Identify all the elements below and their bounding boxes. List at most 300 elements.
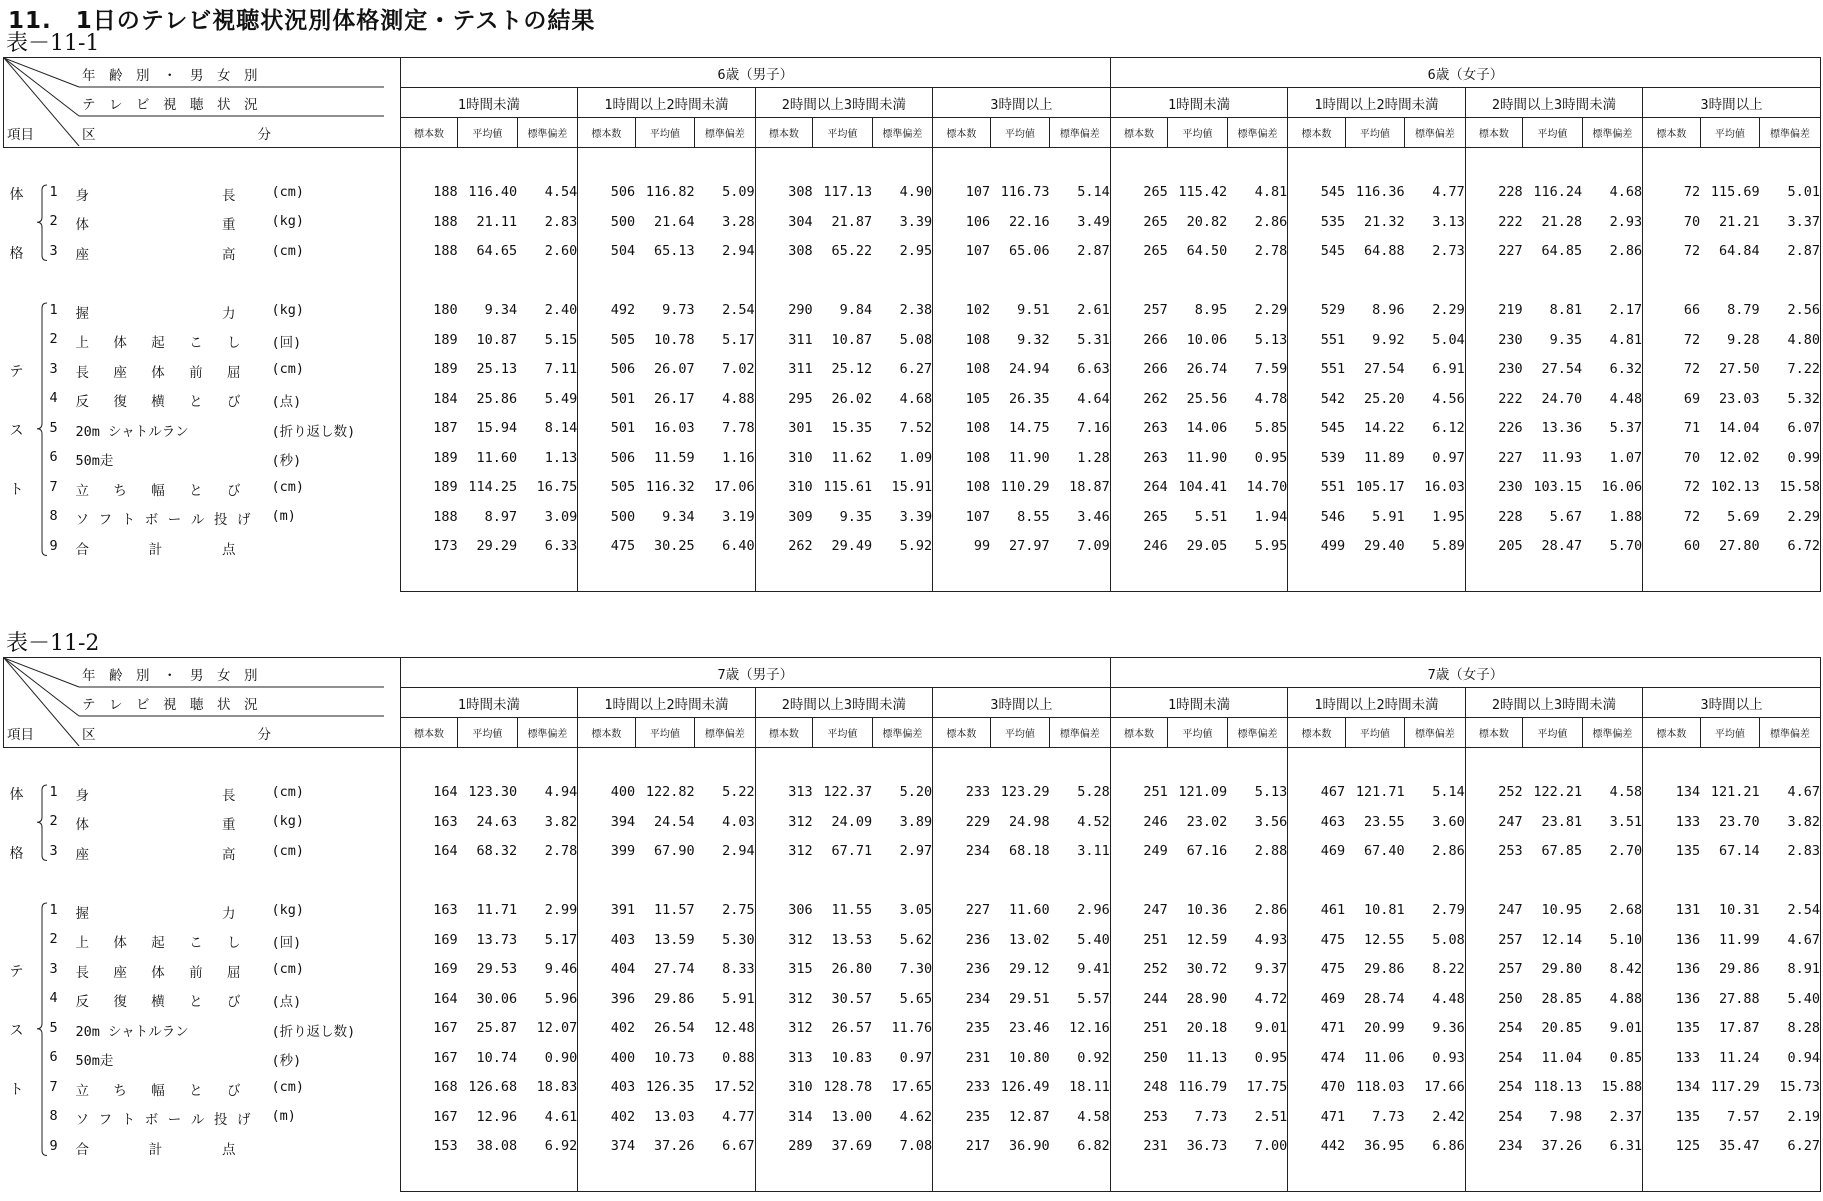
value-cell: 8.91 — [1760, 955, 1821, 985]
value-cell: 3.51 — [1609, 813, 1643, 830]
value-cell: 12.14 — [1541, 931, 1583, 948]
value-cell: 312 — [755, 807, 812, 837]
value-cell: 36.95 — [1364, 1138, 1405, 1155]
value-cell: 14.75 — [1008, 420, 1050, 437]
table-label: 表－11-2 — [6, 631, 100, 656]
subcol-header: 標準偏差 — [1760, 118, 1821, 148]
tv-group-header: 2時間以上3時間未満 — [1465, 688, 1642, 718]
value-cell: 0.88 — [722, 1049, 755, 1066]
value-cell: 70 — [1643, 443, 1700, 473]
value-cell: 11.60 — [476, 449, 518, 466]
value-cell: 2.86 — [1609, 243, 1643, 260]
item-unit: (cm) — [271, 478, 305, 495]
item-cell — [4, 414, 401, 444]
section-label: ト — [9, 481, 24, 498]
value-cell: 72 — [1643, 502, 1700, 532]
value-cell: 5.14 — [1432, 784, 1465, 801]
value-cell: 5.62 — [899, 931, 933, 948]
value-cell: 250 — [1110, 1043, 1167, 1073]
value-cell: 461 — [1288, 896, 1345, 926]
value-cell: 122.82 — [645, 784, 695, 801]
tv-group-header: 1時間以上2時間未満 — [578, 88, 755, 118]
value-cell: 2.75 — [722, 902, 755, 919]
value-cell: 15.35 — [831, 420, 873, 437]
value-cell: 228 — [1465, 502, 1522, 532]
value-cell: 189 — [400, 443, 457, 473]
value-cell: 2.40 — [544, 302, 578, 319]
kubun-label: 区 分 — [82, 727, 271, 743]
value-cell: 529 — [1288, 296, 1345, 326]
value-cell: 121.71 — [1355, 784, 1405, 801]
item-number: 4 — [49, 990, 58, 1006]
value-cell: 504 — [578, 237, 635, 267]
value-cell: 263 — [1110, 443, 1167, 473]
value-cell: 15.94 — [476, 420, 518, 437]
item-name: ソ フ ト ボ ー ル 投 げ — [75, 512, 251, 528]
subcol-header: 標本数 — [400, 718, 457, 748]
value-cell: 72 — [1643, 325, 1700, 355]
item-unit: (kg) — [271, 213, 305, 229]
value-cell: 121.21 — [1710, 784, 1760, 801]
value-cell: 22.16 — [1008, 213, 1050, 230]
value-cell: 235 — [933, 1014, 990, 1044]
item-number: 8 — [49, 1108, 58, 1124]
value-cell: 391 — [578, 896, 635, 926]
item-number: 2 — [49, 931, 58, 947]
value-cell: 2.17 — [1609, 302, 1643, 319]
value-cell: 227 — [933, 896, 990, 926]
value-cell: 251 — [1110, 778, 1167, 808]
value-cell: 10.95 — [1541, 902, 1583, 919]
item-unit: (折り返し数) — [271, 1023, 356, 1040]
item-cell — [4, 207, 401, 237]
value-cell: 236 — [933, 955, 990, 985]
tv-group-header: 3時間以上 — [933, 88, 1111, 118]
value-cell: 0.95 — [1254, 449, 1288, 466]
value-cell: 311 — [755, 355, 812, 385]
value-cell: 11.76 — [891, 1020, 933, 1037]
value-cell: 5.17 — [544, 931, 578, 948]
value-cell: 23.02 — [1186, 813, 1228, 830]
value-cell: 28.74 — [1364, 990, 1405, 1007]
value-cell: 5.91 — [1372, 508, 1405, 525]
value-cell: 301 — [755, 414, 812, 444]
kubun-label: 区 分 — [82, 127, 271, 143]
value-cell: 7.02 — [722, 361, 755, 378]
item-unit: (cm) — [271, 1078, 305, 1095]
value-cell: 254 — [1465, 1043, 1522, 1073]
value-cell: 67.71 — [831, 843, 873, 860]
value-cell: 131 — [1643, 896, 1700, 926]
value-cell: 249 — [1110, 837, 1167, 867]
value-cell: 108 — [933, 355, 990, 385]
section-label: 体 — [9, 186, 24, 203]
value-cell: 229 — [933, 807, 990, 837]
value-cell: 5.10 — [1609, 931, 1643, 948]
item-number: 2 — [49, 213, 58, 229]
value-cell: 9.35 — [1549, 331, 1583, 348]
item-cell — [4, 984, 401, 1014]
value-cell: 10.31 — [1718, 902, 1760, 919]
value-cell: 257 — [1465, 955, 1522, 985]
male-group-header: 7歳（男子） — [400, 658, 1110, 688]
value-cell: 2.29 — [1254, 302, 1288, 319]
value-cell: 27.80 — [1718, 538, 1760, 555]
value-cell: 295 — [755, 384, 812, 414]
value-cell: 17.75 — [1246, 1079, 1288, 1096]
section-label: ス — [9, 422, 24, 439]
subcol-header: 標準偏差 — [1405, 118, 1466, 148]
value-cell: 11.90 — [1008, 449, 1050, 466]
value-cell: 26.17 — [654, 390, 695, 407]
value-cell: 9.34 — [484, 302, 518, 319]
value-cell: 3.05 — [899, 902, 933, 919]
value-cell: 8.97 — [484, 508, 518, 525]
value-cell: 545 — [1288, 237, 1345, 267]
subcol-header: 平均値 — [635, 118, 695, 148]
value-cell: 11.93 — [1541, 449, 1583, 466]
value-cell: 7.78 — [722, 420, 755, 437]
value-cell: 0.90 — [544, 1049, 578, 1066]
value-cell: 104.41 — [1178, 479, 1228, 496]
value-cell: 10.80 — [1008, 1049, 1050, 1066]
value-cell: 68.18 — [1008, 843, 1050, 860]
value-cell: 505 — [578, 473, 635, 503]
subcol-header: 標準偏差 — [872, 118, 933, 148]
item-name: 50m走 — [75, 453, 114, 469]
item-number: 1 — [49, 901, 58, 918]
value-cell: 5.69 — [1727, 508, 1760, 525]
value-cell: 188 — [400, 237, 457, 267]
item-number: 3 — [49, 242, 58, 259]
value-cell: 108 — [933, 325, 990, 355]
value-cell: 2.86 — [1254, 902, 1288, 919]
subcol-header: 平均値 — [458, 118, 518, 148]
value-cell: 3.37 — [1760, 207, 1821, 237]
value-cell: 8.96 — [1372, 302, 1405, 319]
value-cell: 4.88 — [1609, 990, 1643, 1007]
value-cell: 315 — [755, 955, 812, 985]
value-cell: 3.46 — [1077, 508, 1110, 525]
value-cell: 11.57 — [654, 902, 695, 919]
spacer-row — [4, 1161, 1821, 1191]
subcol-header: 平均値 — [1345, 718, 1405, 748]
value-cell: 37.26 — [654, 1138, 695, 1155]
value-cell: 1.94 — [1254, 508, 1288, 525]
item-cell — [4, 837, 401, 867]
value-cell: 9.01 — [1254, 1020, 1288, 1037]
value-cell: 2.96 — [1077, 902, 1110, 919]
value-cell: 107 — [933, 502, 990, 532]
subcol-header: 標準偏差 — [1760, 718, 1821, 748]
value-cell: 28.90 — [1186, 990, 1228, 1007]
value-cell: 28.47 — [1541, 538, 1583, 555]
value-cell: 135 — [1643, 1014, 1700, 1044]
value-cell: 400 — [578, 1043, 635, 1073]
item-number: 2 — [49, 331, 58, 347]
value-cell: 126.68 — [468, 1079, 518, 1096]
item-cell — [4, 384, 401, 414]
subcol-header: 標準偏差 — [1582, 118, 1643, 148]
value-cell: 14.06 — [1186, 420, 1228, 437]
value-cell: 244 — [1110, 984, 1167, 1014]
value-cell: 30.72 — [1186, 961, 1228, 978]
value-cell: 4.81 — [1254, 184, 1288, 201]
value-cell: 184 — [400, 384, 457, 414]
value-cell: 17.87 — [1718, 1020, 1760, 1037]
value-cell: 27.74 — [654, 961, 695, 978]
value-cell: 117.29 — [1710, 1079, 1760, 1096]
item-name: 50m走 — [75, 1053, 114, 1069]
value-cell: 8.22 — [1432, 961, 1465, 978]
value-cell: 289 — [755, 1132, 812, 1162]
value-cell: 6.86 — [1432, 1138, 1465, 1155]
value-cell: 3.60 — [1432, 813, 1465, 830]
section-label: テ — [9, 363, 24, 380]
value-cell: 17.06 — [714, 479, 755, 496]
value-cell: 25.12 — [831, 361, 873, 378]
brace-icon — [35, 184, 49, 263]
value-cell: 5.04 — [1432, 331, 1465, 348]
value-cell: 5.67 — [1549, 508, 1583, 525]
value-cell: 13.36 — [1541, 420, 1583, 437]
value-cell: 3.82 — [544, 813, 578, 830]
value-cell: 67.40 — [1364, 843, 1405, 860]
value-cell: 400 — [578, 778, 635, 808]
item-cell — [4, 296, 401, 326]
value-cell: 189 — [400, 325, 457, 355]
value-cell: 403 — [578, 1073, 635, 1103]
value-cell: 399 — [578, 837, 635, 867]
value-cell: 72 — [1643, 355, 1700, 385]
value-cell: 4.88 — [722, 390, 755, 407]
value-cell: 471 — [1288, 1014, 1345, 1044]
item-number: 9 — [49, 1137, 58, 1154]
value-cell: 11.55 — [831, 902, 873, 919]
value-cell: 228 — [1465, 178, 1522, 208]
table-row — [4, 384, 1821, 414]
value-cell: 233 — [933, 778, 990, 808]
value-cell: 539 — [1288, 443, 1345, 473]
value-cell: 3.28 — [722, 213, 755, 230]
value-cell: 20.82 — [1186, 213, 1228, 230]
value-cell: 4.48 — [1609, 390, 1643, 407]
page-title: 11. 1日のテレビ視聴状況別体格測定・テストの結果 — [8, 8, 596, 34]
item-unit: (回) — [271, 335, 302, 351]
value-cell: 13.02 — [1008, 931, 1050, 948]
value-cell: 545 — [1288, 178, 1345, 208]
value-cell: 248 — [1110, 1073, 1167, 1103]
item-cell — [4, 1043, 401, 1073]
subcol-header: 標本数 — [578, 718, 635, 748]
item-cell — [4, 778, 401, 808]
value-cell: 20.18 — [1186, 1020, 1228, 1037]
value-cell: 9.84 — [839, 302, 873, 319]
value-cell: 2.78 — [1254, 243, 1288, 260]
value-cell: 36.73 — [1186, 1138, 1228, 1155]
value-cell: 188 — [400, 502, 457, 532]
item-name: 身 長 — [75, 787, 236, 804]
value-cell: 542 — [1288, 384, 1345, 414]
item-cell — [4, 925, 401, 955]
value-cell: 117.13 — [823, 184, 873, 201]
value-cell: 5.22 — [722, 784, 755, 801]
value-cell: 9.46 — [544, 961, 578, 978]
value-cell: 3.49 — [1077, 213, 1110, 230]
value-cell: 5.70 — [1609, 538, 1643, 555]
value-cell: 262 — [1110, 384, 1167, 414]
subcol-header: 標本数 — [578, 118, 635, 148]
value-cell: 254 — [1465, 1102, 1522, 1132]
corner-header — [4, 58, 401, 148]
value-cell: 506 — [578, 178, 635, 208]
value-cell: 8.42 — [1609, 961, 1643, 978]
value-cell: 5.30 — [722, 931, 755, 948]
item-name: 上 体 起 こ し — [75, 935, 241, 951]
value-cell: 64.88 — [1364, 243, 1405, 260]
table-row — [4, 1014, 1821, 1044]
value-cell: 265 — [1110, 502, 1167, 532]
value-cell: 71 — [1643, 414, 1700, 444]
value-cell: 10.83 — [831, 1049, 873, 1066]
subcol-header: 標本数 — [933, 718, 990, 748]
value-cell: 5.09 — [722, 184, 755, 201]
value-cell: 17.65 — [891, 1079, 933, 1096]
value-cell: 136 — [1643, 984, 1700, 1014]
corner-header — [4, 658, 401, 748]
value-cell: 5.32 — [1760, 384, 1821, 414]
value-cell: 115.69 — [1710, 184, 1760, 201]
subcol-header: 平均値 — [1700, 718, 1760, 748]
subcol-header: 標準偏差 — [517, 118, 578, 148]
value-cell: 12.16 — [1069, 1020, 1110, 1037]
value-cell: 234 — [933, 984, 990, 1014]
item-unit: (cm) — [271, 960, 305, 977]
value-cell: 1.95 — [1432, 508, 1465, 525]
value-cell: 247 — [1465, 896, 1522, 926]
value-cell: 227 — [1465, 237, 1522, 267]
value-cell: 9.41 — [1077, 961, 1110, 978]
value-cell: 25.86 — [476, 390, 518, 407]
value-cell: 4.54 — [544, 184, 578, 201]
value-cell: 264 — [1110, 473, 1167, 503]
value-cell: 23.81 — [1541, 813, 1583, 830]
value-cell: 8.33 — [722, 961, 755, 978]
subcol-header: 標準偏差 — [517, 718, 578, 748]
value-cell: 114.25 — [468, 479, 518, 496]
value-cell: 5.31 — [1077, 331, 1110, 348]
item-number: 3 — [49, 842, 58, 859]
value-cell: 2.79 — [1432, 902, 1465, 919]
value-cell: 13.00 — [831, 1108, 873, 1125]
value-cell: 9.51 — [1017, 302, 1050, 319]
value-cell: 402 — [578, 1014, 635, 1044]
value-cell: 13.73 — [476, 931, 518, 948]
item-unit: (kg) — [271, 901, 305, 918]
value-cell: 0.94 — [1760, 1043, 1821, 1073]
value-cell: 551 — [1288, 355, 1345, 385]
value-cell: 500 — [578, 502, 635, 532]
value-cell: 167 — [400, 1014, 457, 1044]
value-cell: 188 — [400, 178, 457, 208]
value-cell: 265 — [1110, 207, 1167, 237]
value-cell: 2.94 — [722, 843, 755, 860]
value-cell: 500 — [578, 207, 635, 237]
subcol-header: 平均値 — [635, 718, 695, 748]
value-cell: 7.30 — [899, 961, 933, 978]
value-cell: 67.85 — [1541, 843, 1583, 860]
value-cell: 122.37 — [823, 784, 873, 801]
tv-group-header: 1時間以上2時間未満 — [1288, 688, 1465, 718]
value-cell: 16.06 — [1601, 479, 1643, 496]
item-unit: (m) — [271, 1108, 296, 1124]
value-cell: 265 — [1110, 178, 1167, 208]
item-unit: (cm) — [271, 360, 305, 377]
value-cell: 10.78 — [654, 331, 695, 348]
value-cell: 11.59 — [654, 449, 695, 466]
value-cell: 4.52 — [1077, 813, 1110, 830]
value-cell: 470 — [1288, 1073, 1345, 1103]
item-cell — [4, 473, 401, 503]
value-cell: 24.70 — [1541, 390, 1583, 407]
value-cell: 9.35 — [839, 508, 873, 525]
item-name: 長 座 体 前 屈 — [75, 364, 241, 381]
value-cell: 4.93 — [1254, 931, 1288, 948]
value-cell: 501 — [578, 384, 635, 414]
value-cell: 24.63 — [476, 813, 518, 830]
value-cell: 187 — [400, 414, 457, 444]
value-cell: 13.53 — [831, 931, 873, 948]
section-label: 体 — [9, 786, 24, 803]
value-cell: 107 — [933, 178, 990, 208]
subcol-header: 平均値 — [813, 118, 873, 148]
value-cell: 0.85 — [1609, 1049, 1643, 1066]
tv-group-header: 3時間以上 — [1643, 688, 1821, 718]
value-cell: 6.67 — [722, 1138, 755, 1155]
value-cell: 102.13 — [1710, 479, 1760, 496]
value-cell: 134 — [1643, 778, 1700, 808]
item-unit: (折り返し数) — [271, 423, 356, 440]
subcol-header: 標本数 — [1110, 718, 1167, 748]
value-cell: 251 — [1110, 925, 1167, 955]
value-cell: 396 — [578, 984, 635, 1014]
value-cell: 2.54 — [1760, 896, 1821, 926]
value-cell: 5.13 — [1254, 784, 1288, 801]
tv-group-header: 3時間以上 — [933, 688, 1111, 718]
value-cell: 9.28 — [1727, 331, 1760, 348]
table-row — [4, 443, 1821, 473]
value-cell: 312 — [755, 1014, 812, 1044]
value-cell: 5.89 — [1432, 538, 1465, 555]
value-cell: 164 — [400, 984, 457, 1014]
value-cell: 265 — [1110, 237, 1167, 267]
value-cell: 126.49 — [1000, 1079, 1050, 1096]
item-name: 座 高 — [75, 846, 236, 863]
value-cell: 6.91 — [1432, 361, 1465, 378]
value-cell: 2.68 — [1609, 902, 1643, 919]
value-cell: 20.99 — [1364, 1020, 1405, 1037]
value-cell: 467 — [1288, 778, 1345, 808]
subcol-header: 標本数 — [1110, 118, 1167, 148]
value-cell: 222 — [1465, 384, 1522, 414]
value-cell: 26.57 — [831, 1020, 873, 1037]
item-cell — [4, 237, 401, 267]
value-cell: 247 — [1110, 896, 1167, 926]
value-cell: 4.62 — [899, 1108, 933, 1125]
value-cell: 67.16 — [1186, 843, 1228, 860]
value-cell: 2.19 — [1760, 1102, 1821, 1132]
value-cell: 2.61 — [1077, 302, 1110, 319]
